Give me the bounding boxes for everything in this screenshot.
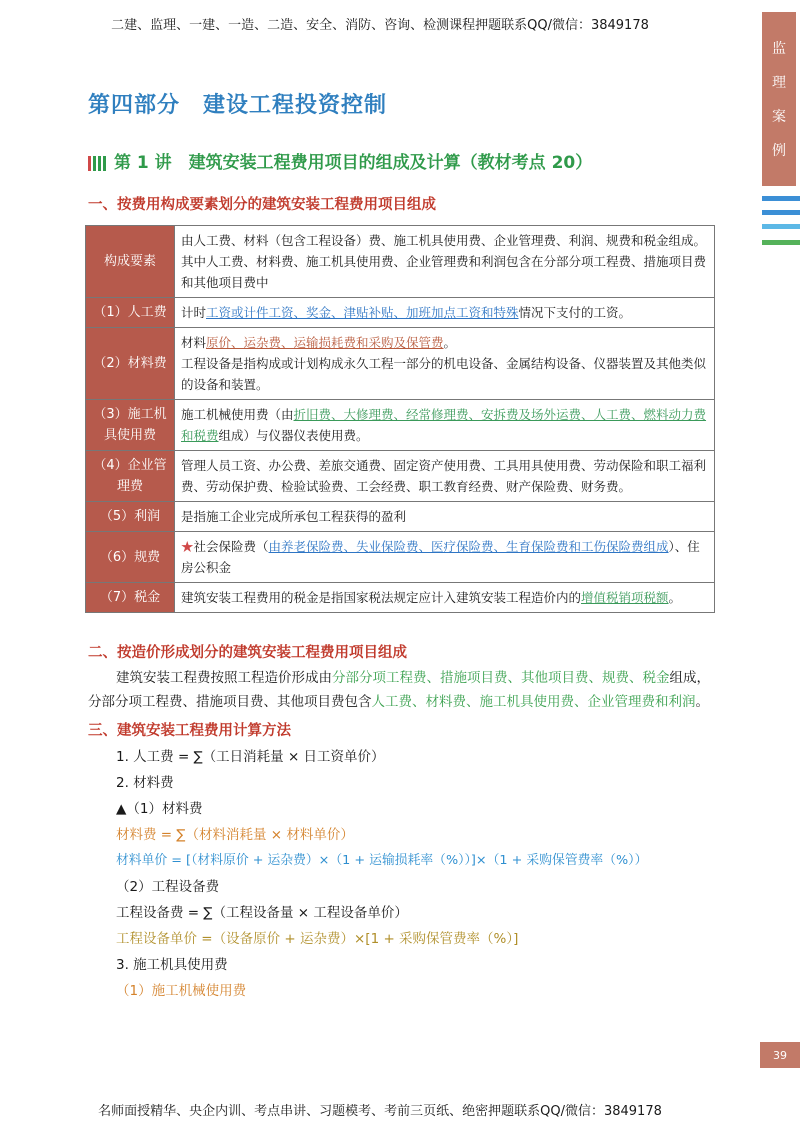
row-label: （5）利润 [86,502,175,532]
table-row [86,532,715,583]
section-2-body [88,666,758,714]
stripe-lightblue [762,224,800,229]
footer-banner: 名师面授精华、央企内训、考点串讲、习题模考、考前三页纸、绝密押题联系QQ/微信：3849178 [98,1104,662,1119]
section-2-title: 二、按造价形成划分的建筑安装工程费用项目组成 [88,645,407,661]
side-char: 案 [772,109,786,125]
lecture-title [88,148,592,173]
paragraph [88,666,758,690]
highlight: 由养老保险费、失业保险费、医疗保险费、生育保险费和工伤保险费组成 [268,539,669,554]
row-label: （2）材料费 [86,328,175,400]
row-label: （4）企业管理费 [86,451,175,502]
table-row [86,583,715,613]
text: 。 [443,335,457,350]
text: 计时 [181,305,207,320]
row-content [175,298,715,328]
text: 分部分项工程费、措施项目费、其他项目费包含 [88,694,372,710]
cost-table [85,225,715,613]
lecture-text: 第 1 讲 建筑安装工程费用项目的组成及计算（教材考点 20） [114,153,593,173]
row-content [175,583,715,613]
highlight: 分部分项工程费、措施项目费、其他项目费、规费、税金 [332,670,670,686]
text: 工程设备是指构成或计划构成永久工程一部分的机电设备、金属结构设备、仪器装置及其他类似的设备和装置。 [181,356,707,392]
highlight: 增值税销项税额 [581,590,669,605]
formula-line: 材料费 = ∑（材料消耗量 × 材料单价） [116,827,354,843]
formula-line: 2. 材料费 [116,775,174,791]
row-content: 由人工费、材料（包含工程设备）费、施工机具使用费、企业管理费、利润、规费和税金组成。其中人工费、材料费、施工机具使用费、企业管理费和利润包含在分部分项工程费、措施项目费和其他项目费中 [175,226,715,298]
side-char: 例 [772,143,786,159]
text: 材料 [181,335,207,350]
row-content: 管理人员工资、办公费、差旅交通费、固定资产使用费、工具用具使用费、劳动保险和职工福利费、劳动保护费、检验试验费、工会经费、职工教育经费、财产保险费、财务费。 [175,451,715,502]
table-row [86,502,715,532]
formula-line: 工程设备单价 =（设备原价 + 运杂费）×[1 + 采购保管费率（%）] [116,931,519,947]
highlight: 工资或计件工资、奖金、津贴补贴、加班加点工资和特殊 [206,305,519,320]
section-1-title: 一、按费用构成要素划分的建筑安装工程费用项目组成 [88,197,436,213]
star-icon: ★ [181,539,194,554]
row-label: （1）人工费 [86,298,175,328]
highlight: 原价、运杂费、运输损耗费和采购及保管费 [206,335,444,350]
table-row [86,451,715,502]
row-content [175,400,715,451]
text: ）、住房公积金 [181,539,700,575]
highlight: 折旧费、大修理费、经常修理费、安拆费及场外运费、人工费、燃料动力费和税费 [181,407,707,443]
text: 情况下支付的工资。 [518,305,632,320]
text: 社会保险费（ [193,539,269,554]
formula-line: 1. 人工费 = ∑（工日消耗量 × 日工资单价） [116,749,385,765]
side-char: 监 [772,41,786,57]
table-row [86,298,715,328]
row-content [175,532,715,583]
text: 组成）与仪器仪表使用费。 [218,428,369,443]
stripe-blue [762,210,800,215]
row-label: （3）施工机具使用费 [86,400,175,451]
text: 组成， [669,670,710,686]
section-3-body [116,744,756,1004]
text: 施工机械使用费（由 [181,407,294,422]
stripe-green [762,240,800,245]
table-row [86,400,715,451]
page-number: 39 [760,1042,800,1068]
side-tab [762,12,796,186]
text: 建筑安装工程费用的税金是指国家税法规定应计入建筑安装工程造价内的 [181,590,582,605]
row-label: （6）规费 [86,532,175,583]
bars-icon [88,156,106,171]
header-banner: 二建、监理、一建、一造、二造、安全、消防、咨询、检测课程押题联系QQ/微信：3849178 [111,18,649,33]
formula-line: ▲（1）材料费 [116,801,203,817]
formula-line: （1）施工机械使用费 [116,983,247,999]
section-3-title: 三、建筑安装工程费用计算方法 [88,723,291,739]
cost-table-wrap [85,225,715,613]
formula-line: 材料单价 = [（材料原价 + 运杂费）×（1 + 运输损耗率（%））]×（1 + 采购保管费率（%）） [116,853,648,868]
formula-line: 3. 施工机具使用费 [116,957,228,973]
table-row [86,328,715,400]
formula-line: 工程设备费 = ∑（工程设备量 × 工程设备单价） [116,905,408,921]
table-row [86,226,715,298]
row-label: （7）税金 [86,583,175,613]
text: 。 [668,590,682,605]
formula-line: （2）工程设备费 [116,879,220,895]
row-label: 构成要素 [86,226,175,298]
text: 建筑安装工程费按照工程造价形成由 [116,670,332,686]
side-char: 理 [772,75,786,91]
highlight: 人工费、材料费、施工机具使用费、企业管理费和利润 [371,694,696,710]
paragraph [88,690,758,714]
row-content: 是指施工企业完成所承包工程获得的盈利 [175,502,715,532]
part-title: 第四部分 建设工程投资控制 [88,93,388,118]
row-content [175,328,715,400]
stripe-blue [762,196,800,201]
text: 。 [695,694,709,710]
